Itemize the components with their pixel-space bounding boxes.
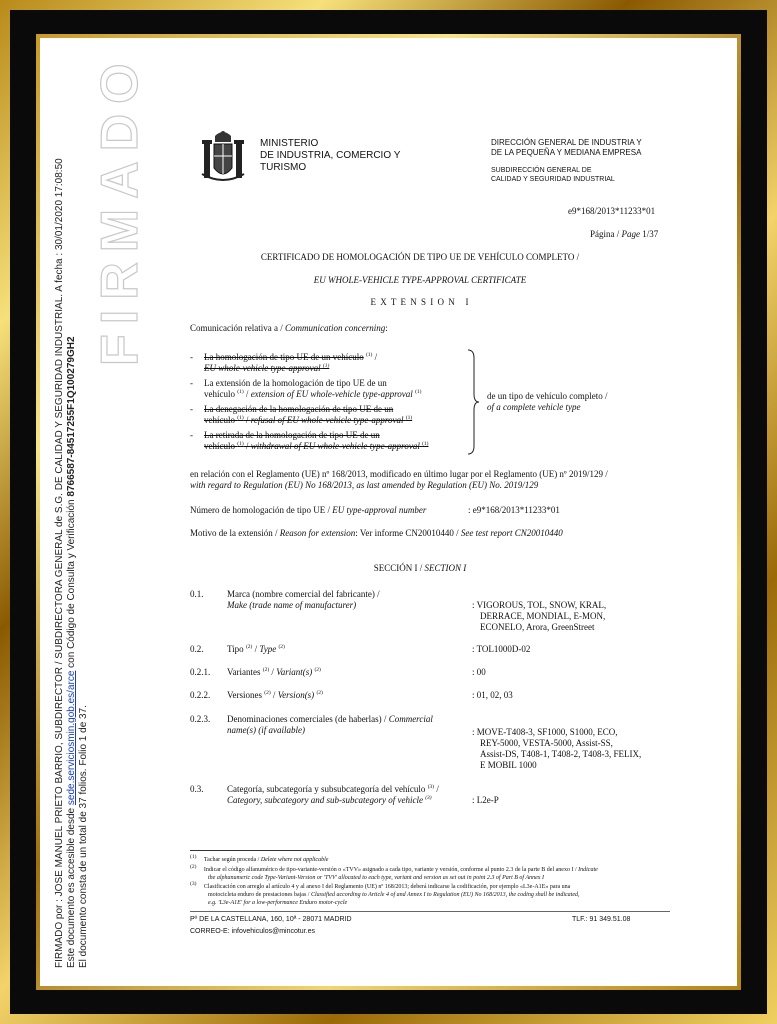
list-item-homologation: La homologación de tipo UE de un vehículo $^{(1)}$ / — [204, 352, 378, 362]
field-number: 0.2.3. — [190, 714, 211, 724]
field-make-label-es: Marca (nombre comercial del fabricante) / — [227, 589, 380, 599]
verification-line: Este documento es accesible desde sede.serviciosmin.gob.es/arce con Código de Consulta y Verificación 8766587-84517255F1Q100279GH2 — [66, 336, 77, 968]
list-item-refusal-en: vehículo $^{(1)}$ / refusal of EU whole-vehicle type-approval $^{(1)}$ — [204, 415, 413, 425]
regulation-es: en relación con el Reglamento (UE) nº 168/2013, modificado en último lugar por el Reglamento (UE) nº 2019/129 / — [190, 469, 608, 479]
direction-name: DIRECCIÓN GENERAL DE INDUSTRIA Y DE LA PEQUEÑA Y MEDIANA EMPRESA — [491, 138, 642, 157]
approval-number-value: : e9*168/2013*11233*01 — [468, 505, 560, 515]
list-item-withdrawal-en: vehículo $^{(1)}$ / withdrawal of EU whole-vehicle type-approval $^{(1)}$ — [204, 441, 429, 451]
folio-line: El documento consta de un total de 37 folios. Folio 1 de 37. — [78, 705, 89, 968]
field-type-label: Tipo $^{(2)}$ / Type $^{(2)}$ — [227, 644, 285, 654]
footnote-3: $^{(3)}$ Clasificación con arreglo al artículo 4 y al anexo I del Reglamento (UE) nº 168/2013; deberá indicarse la codificación, por ejemplo «L3e-A1E» para una — [190, 881, 571, 890]
list-item: - — [190, 430, 193, 440]
list-item-extension-en: vehículo $^{(1)}$ / extension of EU whole-vehicle type-approval $^{(1)}$ — [204, 389, 422, 399]
letterhead — [200, 130, 720, 190]
footnote-divider — [190, 850, 320, 851]
extension-reason: Motivo de la extensión / Reason for extension: Ver informe CN20010440 / See test report CN20010440 — [190, 528, 563, 538]
field-category-value: : L2e-P — [472, 795, 499, 805]
field-number: 0.1. — [190, 589, 204, 599]
firmado-watermark: FIRMADO — [91, 53, 149, 366]
section-heading: SECCIÓN I / SECTION I — [373, 563, 467, 573]
brace-label-es: de un tipo de vehículo completo / — [487, 391, 608, 401]
list-item: - — [190, 378, 193, 388]
extension-heading: E X T E N S I O N I — [370, 297, 470, 307]
list-item-refusal: La denegación de la homologación de tipo UE de un — [204, 404, 394, 414]
field-versions-value: : 01, 02, 03 — [472, 690, 513, 700]
field-commercial-names-label: Denominaciones comerciales (de haberlas) / Commercial — [227, 714, 433, 724]
field-number: 0.2.1. — [190, 667, 211, 677]
coat-of-arms-icon — [200, 130, 246, 186]
document-page — [40, 38, 737, 986]
footnote-3-cont: motocicleta enduro de prestaciones bajas / Classified according to Article 4 of and Annex I to Regulation (EU) No 168/2013, the coding shall be indicated, — [208, 892, 580, 898]
list-item-withdrawal: La retirada de la homologación de tipo UE de un — [204, 430, 380, 440]
field-number: 0.2. — [190, 644, 204, 654]
field-commercial-names-value: : MOVE-T408-3, SF1000, S1000, ECO, REY-5000, VESTA-5000, Assist-SS, Assist-DS, T408-1, T408-2, T408-3, FELIX, E MOBIL 1000 — [472, 727, 642, 770]
right-brace-icon — [466, 348, 480, 456]
title-es: CERTIFICADO DE HOMOLOGACIÓN DE TIPO UE DE VEHÍCULO COMPLETO / — [260, 252, 580, 262]
phone: TLF.: 91 349.51.08 — [572, 916, 631, 923]
email[interactable]: CORREO-E: infovehiculos@mincotur.es — [190, 928, 315, 935]
verification-link[interactable]: sede.serviciosmin.gob.es/arce — [66, 670, 77, 806]
footnote-2-cont: the alphanumeric code Type-Variant-Version or 'TVV' allocated to each type, variant and version as set out in point 2.3 of Part B of Annex I — [208, 875, 544, 881]
footnote-3-cont2: e.g. 'L3e-A1E' for a low-performance Enduro motor-cycle — [208, 900, 348, 906]
communication-label: Comunicación relativa a / Communication concerning: — [190, 323, 388, 333]
field-number: 0.2.2. — [190, 690, 211, 700]
brace-label-en: of a complete vehicle type — [487, 402, 581, 412]
field-make-label-en: Make (trade name of manufacturer) — [227, 600, 357, 610]
field-make-value: : VIGOROUS, TOL, SNOW, KRAL, DERRACE, MONDIAL, E-MON, ECONELO, Arora, GreenStreet — [472, 600, 607, 632]
subdirection-name: SUBDIRECCIÓN GENERAL DE CALIDAD Y SEGURIDAD INDUSTRIAL — [491, 167, 615, 183]
footnote-1: $^{(1)}$ Tachar según proceda / Delete where not applicable — [190, 854, 329, 863]
address-divider — [190, 911, 670, 912]
list-item: - — [190, 352, 193, 362]
title-en: EU WHOLE-VEHICLE TYPE-APPROVAL CERTIFICATE — [313, 275, 527, 285]
list-item-homologation-en: EU whole-vehicle type-approval $^{(1)}$ — [204, 363, 330, 373]
list-item-extension: La extensión de la homologación de tipo UE de un — [204, 378, 387, 388]
field-versions-label: Versiones $^{(2)}$ / Version(s) $^{(2)}$ — [227, 690, 323, 700]
field-number: 0.3. — [190, 784, 204, 794]
footnote-2: $^{(2)}$ Indicar el código alfanumérico de tipo-variante-versión o «TVV» asignado a cada tipo, variante y versión, conforme al punto 2.3 de la parte B del anexo I / Indicate — [190, 864, 598, 873]
field-commercial-names-label-en: name(s) (if available) — [227, 725, 305, 735]
field-variants-value: : 00 — [472, 667, 486, 677]
field-type-value: : TOL1000D-02 — [472, 644, 531, 654]
page-number: Página / Page 1/37 — [590, 229, 659, 239]
approval-number-label: Número de homologación de tipo UE / EU type-approval number — [190, 505, 427, 515]
regulation-en: with regard to Regulation (EU) No 168/2013, as last amended by Regulation (EU) No. 2019/129 — [190, 480, 539, 490]
signature-sidebar — [48, 53, 149, 978]
verification-code: 8766587-84517255F1Q100279GH2 — [66, 336, 77, 497]
field-category-label-en: Category, subcategory and sub-subcategory of vehicle $^{(3)}$ — [227, 795, 432, 805]
document-reference: e9*168/2013*11233*01 — [568, 206, 656, 216]
field-variants-label: Variantes $^{(2)}$ / Variant(s) $^{(2)}$ — [227, 667, 321, 677]
list-item: - — [190, 404, 193, 414]
address: Pº DE LA CASTELLANA, 160, 10ª - 28071 MADRID — [190, 916, 352, 923]
ministry-name: MINISTERIO DE INDUSTRIA, COMERCIO Y TURISMO — [260, 138, 401, 173]
signature-line: FIRMADO por : JOSE MANUEL PRIETO BARRIO, SUBDIRECTOR / SUBDIRECTORA GENERAL de S.G. DE CALIDAD Y SEGURIDAD INDUSTRIAL. A fecha : 30/01/2020 17:08:50 — [54, 158, 65, 968]
field-category-label-es: Categoría, subcategoría y subsubcategoría del vehículo $^{(3)}$ / — [227, 784, 439, 794]
